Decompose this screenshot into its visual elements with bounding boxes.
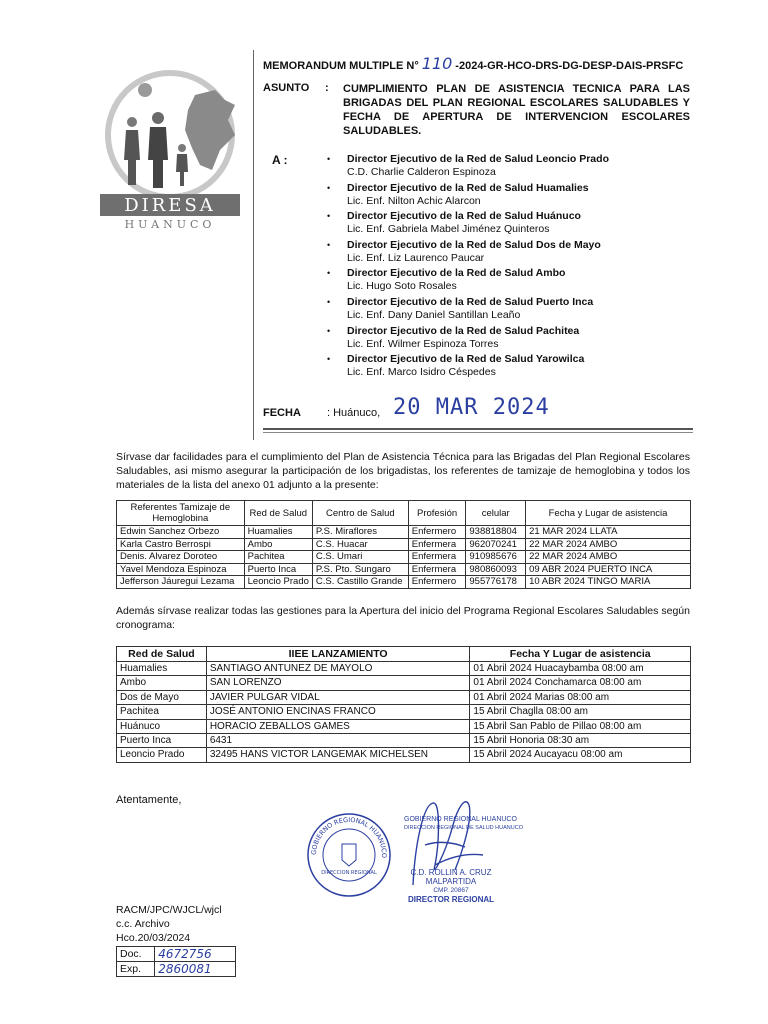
column-header: Referentes Tamizaje de Hemoglobina — [117, 501, 245, 526]
table-cell: 938818804 — [466, 526, 526, 539]
table-cell: C.S. Castillo Grande — [312, 576, 408, 589]
table-row — [117, 551, 691, 564]
recipient-name: Lic. Enf. Liz Laurenco Paucar — [347, 251, 485, 264]
recipient-item — [327, 325, 657, 354]
body-paragraph-2: Además sírvase realizar todas las gestiones para la Apertura del inicio del Programa Regional Escolares Saludables según cronograma: — [116, 605, 690, 631]
column-header: Fecha y Lugar de asistencia — [526, 501, 691, 526]
asunto-colon: : — [325, 82, 329, 94]
exp-label: Exp. — [117, 962, 155, 977]
table-cell: Enfermera — [408, 551, 466, 564]
table-cell: P.S. Pto. Sungaro — [312, 563, 408, 576]
seal-inner-text: DIRECCION REGIONAL — [321, 870, 377, 876]
table-row — [117, 576, 691, 589]
recipient-item — [327, 267, 657, 296]
table-cell: Yavel Mendoza Espinoza — [117, 563, 245, 576]
table-cell: 15 Abril San Pablo de Pillao 08:00 am — [470, 719, 691, 733]
table-cell: 01 Abril 2024 Conchamarca 08:00 am — [470, 676, 691, 690]
bullet-icon: • — [327, 239, 331, 250]
column-header: IIEE LANZAMIENTO — [206, 647, 470, 662]
table-row — [117, 676, 691, 690]
column-header: Red de Salud — [117, 647, 207, 662]
reference-cc: c.c. Archivo — [116, 918, 170, 930]
signer-name: C.D. ROLLIN A. CRUZ MALPARTIDA — [410, 868, 492, 886]
date-stamp: 20 MAR 2024 — [393, 395, 550, 420]
table-cell: Puerto Inca — [117, 734, 207, 748]
recipient-title: Director Ejecutivo de la Red de Salud Puerto Inca — [347, 295, 594, 308]
table-cell: 09 ABR 2024 PUERTO INCA — [526, 563, 691, 576]
table-row — [117, 662, 691, 676]
recipient-title: Director Ejecutivo de la Red de Salud Leoncio Prado — [347, 153, 609, 165]
official-seal — [306, 812, 392, 898]
recipient-item — [327, 353, 657, 382]
registry-table — [116, 946, 236, 977]
recipient-name: C.D. Charlie Calderon Espinoza — [347, 166, 496, 178]
signer-org-2: DIRECCION REGIONAL DE SALUD HUANUCO — [404, 825, 523, 831]
table-row — [117, 563, 691, 576]
recipient-item — [327, 210, 657, 239]
table-cell: HORACIO ZEBALLOS GAMES — [206, 719, 470, 733]
table-cell: Enfermera — [408, 538, 466, 551]
table-cell: Edwin Sanchez Orbezo — [117, 526, 245, 539]
signer-cmp: CMP. 20867 — [433, 887, 469, 894]
table-cell: Enfermero — [408, 576, 466, 589]
signer-org-1: GOBIERNO REGIONAL HUANUCO — [404, 816, 517, 823]
table-cell: SANTIAGO ANTUNEZ DE MAYOLO — [206, 662, 470, 676]
table-cell: JOSÉ ANTONIO ENCINAS FRANCO — [206, 705, 470, 719]
table-row — [117, 719, 691, 733]
recipient-title: Director Ejecutivo de la Red de Salud Yarowilca — [347, 353, 585, 366]
recipient-name: Lic. Enf. Marco Isidro Céspedes — [347, 366, 496, 379]
references-block — [116, 903, 222, 945]
table-cell: 980860093 — [466, 563, 526, 576]
doc-label: Doc. — [117, 947, 155, 962]
recipient-item — [327, 182, 657, 211]
recipient-title: Director Ejecutivo de la Red de Salud Huánuco — [347, 210, 581, 223]
logo-city-text: HUANUCO — [124, 218, 216, 231]
recipient-title: Director Ejecutivo de la Red de Salud Ambo — [347, 267, 566, 280]
fecha-city: : Huánuco, — [327, 407, 381, 419]
table-cell: Enfermera — [408, 563, 466, 576]
recipients-list — [327, 153, 657, 382]
recipient-name: Lic. Enf. Gabriela Mabel Jiménez Quinteros — [347, 223, 550, 236]
recipient-item — [327, 239, 657, 268]
asunto-text: CUMPLIMIENTO PLAN DE ASISTENCIA TECNICA PARA LAS BRIGADAS DEL PLAN REGIONAL ESCOLARES SALUDABLES Y FECHA DE APERTURA DE INTERVENCION ESCOLARES SALUDABLES. — [343, 83, 690, 137]
memo-title — [263, 54, 683, 73]
bullet-icon: • — [327, 354, 331, 365]
recipient-title: Director Ejecutivo de la Red de Salud Pachitea — [347, 324, 580, 337]
table-cell: Karla Castro Berrospi — [117, 538, 245, 551]
table-cell: Ambo — [117, 676, 207, 690]
table-row — [117, 690, 691, 704]
lanzamiento-table — [116, 646, 691, 763]
table-cell: 962070241 — [466, 538, 526, 551]
memo-suffix: -2024-GR-HCO-DRS-DG-DESP-DAIS-PRSFC — [455, 60, 684, 72]
body-paragraph-1: Sírvase dar facilidades para el cumplimiento del Plan de Asistencia Técnica para las Brigadas del Plan Regional Escolares Saludables, asi mismo asegurar la participación de los brigadistas, los referentes de tamizaje de hemoglobina y todos los materiales de la lista del anexo 01 adjunto a la presente: — [116, 451, 690, 491]
table-cell: 910985676 — [466, 551, 526, 564]
column-header: Profesión — [408, 501, 466, 526]
recipient-title: Director Ejecutivo de la Red de Salud Dos de Mayo — [347, 238, 601, 251]
recipient-name: Lic. Hugo Soto Rosales — [347, 280, 457, 293]
recipient-title: Director Ejecutivo de la Red de Salud Huamalies — [347, 181, 589, 194]
column-header: Red de Salud — [244, 501, 312, 526]
table-cell: 15 Abril Honoria 08:30 am — [470, 734, 691, 748]
reference-date: Hco.20/03/2024 — [116, 932, 191, 944]
table-cell: Huamalies — [117, 662, 207, 676]
fecha-label: FECHA — [263, 407, 301, 419]
column-header: Centro de Salud — [312, 501, 408, 526]
bullet-icon: • — [327, 325, 331, 336]
table-cell: 10 ABR 2024 TINGO MARIA — [526, 576, 691, 589]
diresa-logo — [100, 60, 250, 235]
asunto-label: ASUNTO — [263, 82, 310, 94]
recipient-name: Lic. Enf. Wilmer Espinoza Torres — [347, 337, 499, 350]
table-cell: 955776178 — [466, 576, 526, 589]
signer-block — [395, 868, 507, 904]
table-cell: 15 Abril 2024 Aucayacu 08:00 am — [470, 748, 691, 762]
table-cell: 01 Abril 2024 Marias 08:00 am — [470, 690, 691, 704]
recipient-name: Lic. Enf. Nilton Achic Alarcon — [347, 194, 481, 207]
svg-text:GOBIERNO REGIONAL HUANUCO — [310, 816, 388, 858]
table-row — [117, 705, 691, 719]
table-cell: Dos de Mayo — [117, 690, 207, 704]
table-cell: Huánuco — [117, 719, 207, 733]
table-cell: C.S. Huacar — [312, 538, 408, 551]
bullet-icon: • — [327, 296, 331, 307]
table-cell: Pachitea — [244, 551, 312, 564]
table-cell: C.S. Umari — [312, 551, 408, 564]
table-row — [117, 748, 691, 762]
table-cell: JAVIER PULGAR VIDAL — [206, 690, 470, 704]
table-cell: Pachitea — [117, 705, 207, 719]
reference-initials: RACM/JPC/WJCL/wjcl — [116, 904, 222, 916]
table-cell: Ambo — [244, 538, 312, 551]
column-header: celular — [466, 501, 526, 526]
bullet-icon: • — [327, 268, 331, 279]
table-row — [117, 538, 691, 551]
table-cell: Denis. Alvarez Doroteo — [117, 551, 245, 564]
table-cell: 6431 — [206, 734, 470, 748]
header-rule-thin — [263, 432, 693, 433]
signer-organization — [404, 816, 523, 832]
column-header: Fecha Y Lugar de asistencia — [470, 647, 691, 662]
table-row — [117, 734, 691, 748]
table-cell: 22 MAR 2024 AMBO — [526, 538, 691, 551]
logo-name-text: DIRESA — [124, 195, 216, 216]
recipients-label: A : — [272, 153, 288, 167]
bullet-icon: • — [327, 211, 331, 222]
memo-number: 110 — [421, 54, 453, 73]
bullet-icon: • — [327, 182, 331, 193]
bullet-icon: • — [327, 154, 331, 164]
recipient-item — [327, 153, 657, 182]
recipient-name: Lic. Enf. Dany Daniel Santillan Leaño — [347, 308, 521, 321]
signer-role: DIRECTOR REGIONAL — [407, 895, 495, 904]
table-cell: 22 MAR 2024 AMBO — [526, 551, 691, 564]
table-row — [117, 526, 691, 539]
table-cell: Leoncio Prado — [117, 748, 207, 762]
table-cell: SAN LORENZO — [206, 676, 470, 690]
exp-number: 2860081 — [155, 962, 236, 977]
table-cell: Jefferson Jáuregui Lezama — [117, 576, 245, 589]
table-cell: Huamalies — [244, 526, 312, 539]
table-cell: Puerto Inca — [244, 563, 312, 576]
header-divider — [253, 50, 254, 440]
table-cell: 32495 HANS VICTOR LANGEMAK MICHELSEN — [206, 748, 470, 762]
table-cell: Enfermero — [408, 526, 466, 539]
table-cell: Leoncio Prado — [244, 576, 312, 589]
recipient-item — [327, 296, 657, 325]
table-cell: 01 Abril 2024 Huacaybamba 08:00 am — [470, 662, 691, 676]
table-cell: 21 MAR 2024 LLATA — [526, 526, 691, 539]
seal-ring-text: GOBIERNO REGIONAL HUANUCO — [309, 815, 389, 859]
memo-prefix: MEMORANDUM MULTIPLE N° — [263, 60, 419, 72]
header-rule — [263, 428, 693, 430]
table-cell: P.S. Miraflores — [312, 526, 408, 539]
referentes-table — [116, 500, 691, 589]
doc-number: 4672756 — [155, 947, 236, 962]
table-cell: 15 Abril Chaglla 08:00 am — [470, 705, 691, 719]
closing-text: Atentamente, — [116, 794, 182, 806]
